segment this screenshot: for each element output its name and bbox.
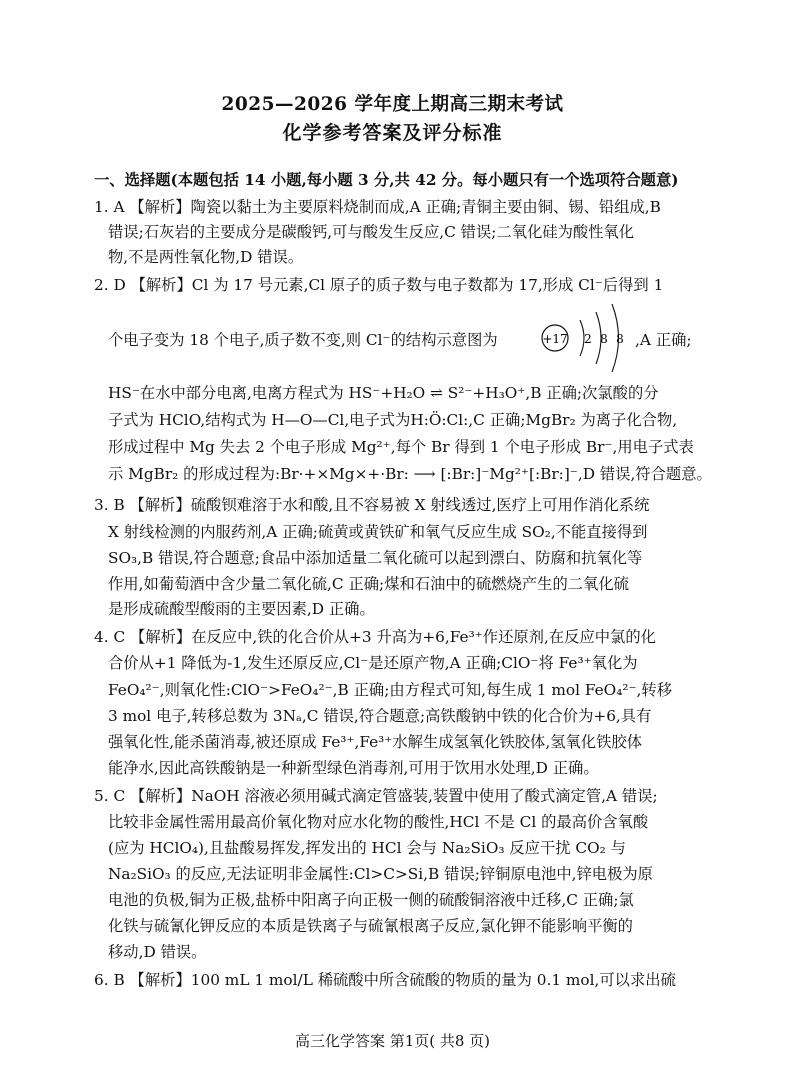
answer-line: 子式为 HClO,结构式为 H—O—Cl,电子式为H:Ö:Cl:,C 正确;MgBr₂ 为离子化合物, xyxy=(108,411,678,429)
answer-line: 错误;石灰岩的主要成分是碳酸钙,可与酸发生反应,C 错误;二氧化硅为酸性氧化 xyxy=(108,223,635,241)
answer-line: 示 MgBr₂ 的形成过程为:Br·+×Mg×+·Br: ⟶ [:Br:]⁻Mg²⁺[:Br:]⁻,D 错误,符合题意。 xyxy=(108,465,712,483)
document-title: 2025—2026 学年度上期高三期末考试 xyxy=(221,94,564,115)
shell-electron-count: 8 xyxy=(616,332,624,346)
answer-line: 能净水,因此高铁酸钠是一种新型绿色消毒剂,可用于饮用水处理,D 正确。 xyxy=(108,759,599,777)
answer-line: 作用,如葡萄酒中含少量二氧化硫,C 正确;煤和石油中的硫燃烧产生的二氧化硫 xyxy=(108,575,629,593)
answer-line: 个电子变为 18 个电子,质子数不变,则 Cl⁻的结构示意图为 xyxy=(108,331,498,349)
shell-electron-count: 2 xyxy=(584,332,592,346)
answer-line: FeO₄²⁻,则氧化性:ClO⁻>FeO₄²⁻,B 正确;由方程式可知,每生成 1 mol FeO₄²⁻,转移 xyxy=(108,681,672,699)
answer-line: 5. C 【解析】NaOH 溶液必须用碱式滴定管盛装,装置中使用了酸式滴定管,A 错误; xyxy=(94,787,658,805)
answer-line: 6. B 【解析】100 mL 1 mol/L 稀硫酸中所含硫酸的物质的量为 0.1 mol,可以求出硫 xyxy=(94,971,676,989)
answer-line: 3 mol 电子,转移总数为 3Nₐ,C 错误,符合题意;高铁酸钠中铁的化合价为+6,具有 xyxy=(108,707,652,725)
shell-electron-count: 8 xyxy=(600,332,608,346)
answer-line: ,A 正确; xyxy=(635,331,692,349)
answer-line: HS⁻在水中部分电离,电离方程式为 HS⁻+H₂O ⇌ S²⁻+H₃O⁺,B 正确;次氯酸的分 xyxy=(108,384,659,402)
answer-line: 化铁与硫氰化钾反应的本质是铁离子与硫氰根离子反应,氯化钾不能影响平衡的 xyxy=(108,917,633,935)
chlorine-ion-structure-diagram xyxy=(540,298,635,378)
answer-line: 电池的负极,铜为正极,盐桥中阳离子向正极一侧的硫酸铜溶液中迁移,C 正确;氯 xyxy=(108,891,634,909)
answer-line: X 射线检测的内服药剂,A 正确;硫黄或黄铁矿和氧气反应生成 SO₂,不能直接得到 xyxy=(108,523,648,541)
page-footer: 高三化学答案 第1页( 共8 页) xyxy=(294,1032,491,1050)
answer-line: 比较非金属性需用最高价氧化物对应水化物的酸性,HCl 不是 Cl 的最高价含氧酸 xyxy=(108,813,649,831)
answer-line: 物,不是两性氧化物,D 错误。 xyxy=(108,248,304,266)
answer-line: 移动,D 错误。 xyxy=(108,943,207,961)
answer-line: Na₂SiO₃ 的反应,无法证明非金属性:Cl>C>Si,B 错误;锌铜原电池中,锌电极为原 xyxy=(108,865,653,883)
nucleus-charge: +17 xyxy=(542,332,568,346)
document-subtitle: 化学参考答案及评分标准 xyxy=(282,122,503,144)
section-heading: 一、选择题(本题包括 14 小题,每小题 3 分,共 42 分。每小题只有一个选项符合题意) xyxy=(94,171,679,189)
answer-line: 1. A 【解析】陶瓷以黏土为主要原料烧制而成,A 正确;青铜主要由铜、锡、铅组成,B xyxy=(94,198,661,216)
answer-line: 3. B 【解析】硫酸钡难溶于水和酸,且不容易被 X 射线透过,医疗上可用作消化系统 xyxy=(94,496,650,514)
answer-line: 是形成硫酸型酸雨的主要因素,D 正确。 xyxy=(108,600,375,618)
answer-line: 合价从+1 降低为-1,发生还原反应,Cl⁻是还原产物,A 正确;ClO⁻将 Fe³⁺氧化为 xyxy=(108,654,638,672)
answer-line: 形成过程中 Mg 失去 2 个电子形成 Mg²⁺,每个 Br 得到 1 个电子形成 Br⁻,用电子式表 xyxy=(108,438,694,456)
answer-line: 强氧化性,能杀菌消毒,被还原成 Fe³⁺,Fe³⁺水解生成氢氧化铁胶体,氢氧化铁胶体 xyxy=(108,733,642,751)
answer-line: (应为 HClO₄),且盐酸易挥发,挥发出的 HCl 会与 Na₂SiO₃ 反应干扰 CO₂ 与 xyxy=(108,839,626,857)
answer-line: SO₃,B 错误,符合题意;食品中添加适量二氧化硫可以起到漂白、防腐和抗氧化等 xyxy=(108,549,643,567)
answer-line: 2. D 【解析】Cl 为 17 号元素,Cl 原子的质子数与电子数都为 17,形成 Cl⁻后得到 1 xyxy=(94,276,664,294)
answer-line: 4. C 【解析】在反应中,铁的化合价从+3 升高为+6,Fe³⁺作还原剂,在反应中氯的化 xyxy=(94,628,656,646)
